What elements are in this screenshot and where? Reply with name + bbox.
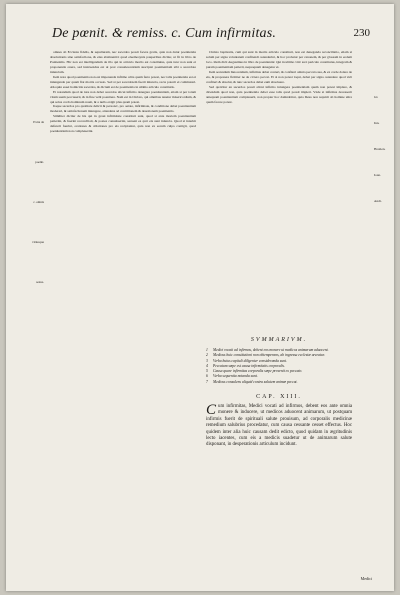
summary-list [206,348,352,385]
book-page [6,4,394,591]
left-margin-notes [18,102,44,302]
summarium-heading: SVMMARIVM. [250,337,308,343]
chapter-opening-word: um infirmitas, [218,403,247,409]
drop-capital: C [206,401,217,418]
paragraph: Item nota quod poenitentia non est imponenda infirmo ultra quam ferre potest, nec talis poenitentia est ei iniungenda per quam fiat mortis occasio. Sed si per sacerdotem fuerit iniuncta, recte poterit ei commutari. Alioquin esset homicida sacerdos, & dictum est de poenitentia in ultimo articulo constitutis. [50,74,196,89]
margin-note: poenit. [35,160,44,164]
margin-note: sexus. [36,280,44,284]
summary-text: Medicus huic constitutioni non obtemperans, ab ingressu ecclesiæ arceatur. [213,353,325,358]
paragraph: Sed quæritur an sacerdos possit alicui infirmo iniungere poenitentiam quam non potest implere, & dicendum quod non, quia poenitentia debet esse talis quod possit impleri. Vnde si infirmus decesserit antequam poenitentiam compleuerit, non propter hoc damnabitur, quia Deus non requirit ab homine ultra quam facere potest. [206,84,352,104]
margin-note: Ioan. [374,173,381,177]
catchword: Medici [360,576,372,581]
summary-number: 1 [206,347,208,352]
summary-number: 3 [206,358,208,363]
summary-text: Causa quare infirmitas corporalis sæpe provenit ex peccato. [213,369,303,374]
folio-number: 230 [353,27,370,39]
margin-note: Andr. [374,199,382,203]
paragraph: omnes ab Ecclesia fidelis, & sepulturam, nec sacerdos possit facere gratis, quia non datur poenitentia absolutionis sine satisfactione, & eius abstinentiæ quod eleemosynis pauperibus dicitur, ut fit in libro de Ponitentiis. Hic non est intelligendum de illo qui in articulo mortis est constitutus, quia tunc non sunt ei proponenda onera, sed instruendus est ut post conualescentiam suscipiat poenitentiam sibi a sacerdote iniunctam. [50,50,196,74]
margin-note: vtriusque [32,240,44,244]
summary-number: 4 [206,363,208,368]
summary-number: 5 [206,369,208,374]
margin-note: Extra de [33,120,44,124]
summary-number: 2 [206,353,208,358]
margin-note: c. omnis [33,200,44,204]
running-title: De pœnit. & remiss. c. Cum infirmitas. [52,26,277,41]
paragraph: Itaque sacerdos pro qualitate delicti & personæ, pro aetate, infirmitate, & conditione debet poenitentiam moderari, & satisfactionem iniungere, attendens ad contritionem & deuotionem poenitentis. [50,104,196,114]
margin-note: Hostien. [374,147,386,151]
paragraph: Item secundum Innocentium, infirmus debet conteri, & confiteri omnia peccata sua, & ex corde dolere de eis, & proponere firmiter ne de cætero peccet. Et si non potest loqui, debet per signa ostendere quod vult confiteri & absolui, & tunc sacerdos debet eum absoluere. [206,69,352,84]
right-column-commentary [206,50,352,324]
chapter-heading: CAP. XIII. [256,394,302,401]
summary-text: Verba huius capituli diligenter consideranda sunt. [213,358,287,363]
summary-item [206,380,352,385]
paragraph: Christo baptizatis, cum qui sunt in mortis articulo constituti, non est deneganda reconciliatio, etiam si solum per signa voluntatem confitendi ostenderint, & hoc probatur per canonem, & per glossam in eodem loco. Idem dicit Augustinus in libro de poenitentia: Qui in ultimo vitæ suæ periculo constitutus, integram & puram poenitentiam petierit, nequaquam denegetur ei. [206,50,352,69]
paragraph: Et notandum quod de iure non debet sacerdos alicui infirmo denegare poenitentiam, etiam si per totam vitam suam peccauerit, & in fine velit poenitere. Nam est in Christo, qui omnibus tenetur misericordiam, & qui solus corda hominum nouit, & a nullo exigit plus quam potest. [50,89,196,104]
right-text-column [206,50,352,570]
running-head [52,26,370,44]
summary-text: Peccatum sæpe est causa infirmitatis corporalis. [213,363,285,368]
margin-note: Gl. [374,95,379,99]
right-margin-notes [374,84,390,214]
paragraph: Similiter dicitur de his qui in graui infirmitate constituti sunt, quod si ante mortem poenitentiam petierint, & fuerint reconciliati, & postea conualuerint, seruent ea quæ eis sunt iniuncta. Quod si interim defuncti fuerint, orationes & oblationes pro eis recipiantur, quia non ex eorum culpa contigit, quod poenitentiam non compleuerint. [50,114,196,134]
chapter-body-text: Medici vocati ad infirmos, debent eos ante omnia monere & inducere, ut medicos aduocent animarum, ut postquam infirmis fuerit de spirituali salute prouisum, ad corporalis medicinæ remedium salubrius procedatur, cum causa cessante cesset effectus. Hoc quidem inter alia huic causam dedit edicto, quod quidam in ægritudinis lecto iacentes, cum eis a medicis suadetur ut de animarum salute disponant, in desperationis articulum incidunt. [206,403,352,448]
summary-text: Verba sequentia notanda sunt. [213,374,258,379]
summary-number: 6 [206,374,208,379]
chapter-text [206,401,352,449]
summary-text: Medicus consulens aliquid contra salutem animæ peccat. [213,379,298,384]
summary-text: Medici vocati ad infirmos, debent eos monere ut medicos animarum aduocent. [213,347,329,352]
left-text-column [50,50,196,570]
summary-number: 7 [206,379,208,384]
margin-note: Inn. [374,121,380,125]
